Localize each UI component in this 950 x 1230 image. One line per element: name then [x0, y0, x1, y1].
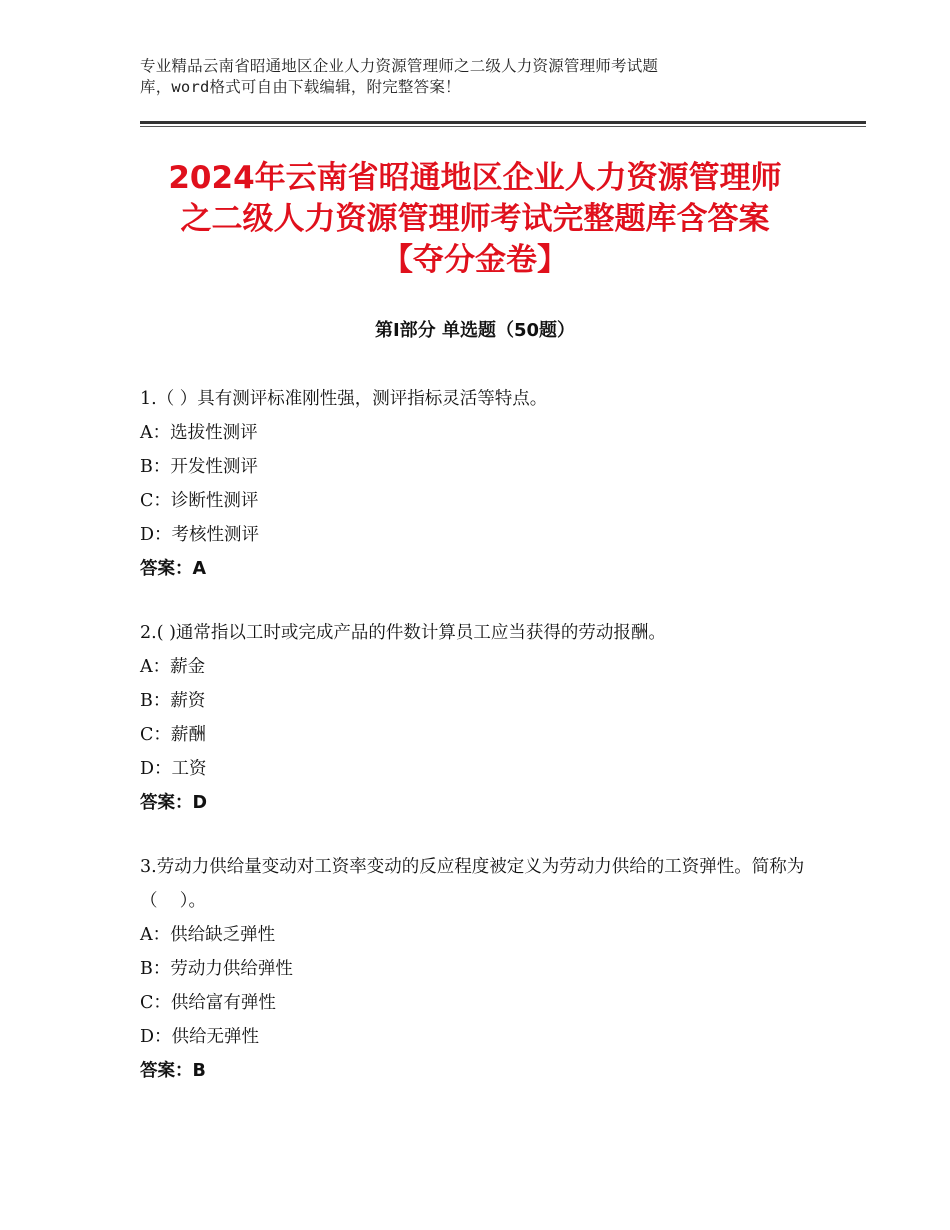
option-d: D：供给无弹性	[140, 1027, 260, 1047]
section-heading: 第Ⅰ部分 单选题（50题）	[374, 320, 575, 341]
option-a: A：供给缺乏弹性	[140, 925, 276, 945]
answer-line: 答案：B	[140, 1061, 206, 1081]
title-line-1: 2024年云南省昭通地区企业人力资源管理师	[168, 160, 782, 196]
document-header-note	[140, 56, 780, 98]
question-stem: 3.劳动力供给量变动对工资率变动的反应程度被定义为劳动力供给的工资弹性。简称为（ ）。	[140, 857, 805, 911]
header-divider-thin	[140, 126, 866, 127]
option-a: A：选拔性测评	[140, 423, 258, 443]
option-b: B：开发性测评	[140, 457, 258, 477]
option-c: C：供给富有弹性	[140, 993, 276, 1013]
option-a: A：薪金	[140, 657, 206, 677]
question-item	[140, 382, 820, 586]
option-b: B：劳动力供给弹性	[140, 959, 293, 979]
question-item	[140, 616, 820, 820]
option-c: C：薪酬	[140, 725, 206, 745]
title-line-3: 【夺分金卷】	[382, 242, 568, 278]
header-divider-thick	[140, 121, 866, 124]
answer-line: 答案：D	[140, 793, 208, 813]
document-title	[120, 158, 830, 281]
question-list	[140, 382, 820, 1118]
option-b: B：薪资	[140, 691, 206, 711]
option-d: D：工资	[140, 759, 207, 779]
option-c: C：诊断性测评	[140, 491, 259, 511]
option-d: D：考核性测评	[140, 525, 260, 545]
question-stem: 1.（ ）具有测评标准刚性强，测评指标灵活等特点。	[140, 389, 548, 409]
title-line-2: 之二级人力资源管理师考试完整题库含答案	[180, 201, 770, 237]
header-note-line-1: 专业精品云南省昭通地区企业人力资源管理师之二级人力资源管理师考试题	[140, 57, 659, 75]
header-note-line-2: 库，word格式可自由下载编辑，附完整答案！	[140, 78, 461, 96]
answer-line: 答案：A	[140, 559, 207, 579]
question-item	[140, 850, 820, 1088]
question-stem: 2.( )通常指以工时或完成产品的件数计算员工应当获得的劳动报酬。	[140, 623, 666, 643]
